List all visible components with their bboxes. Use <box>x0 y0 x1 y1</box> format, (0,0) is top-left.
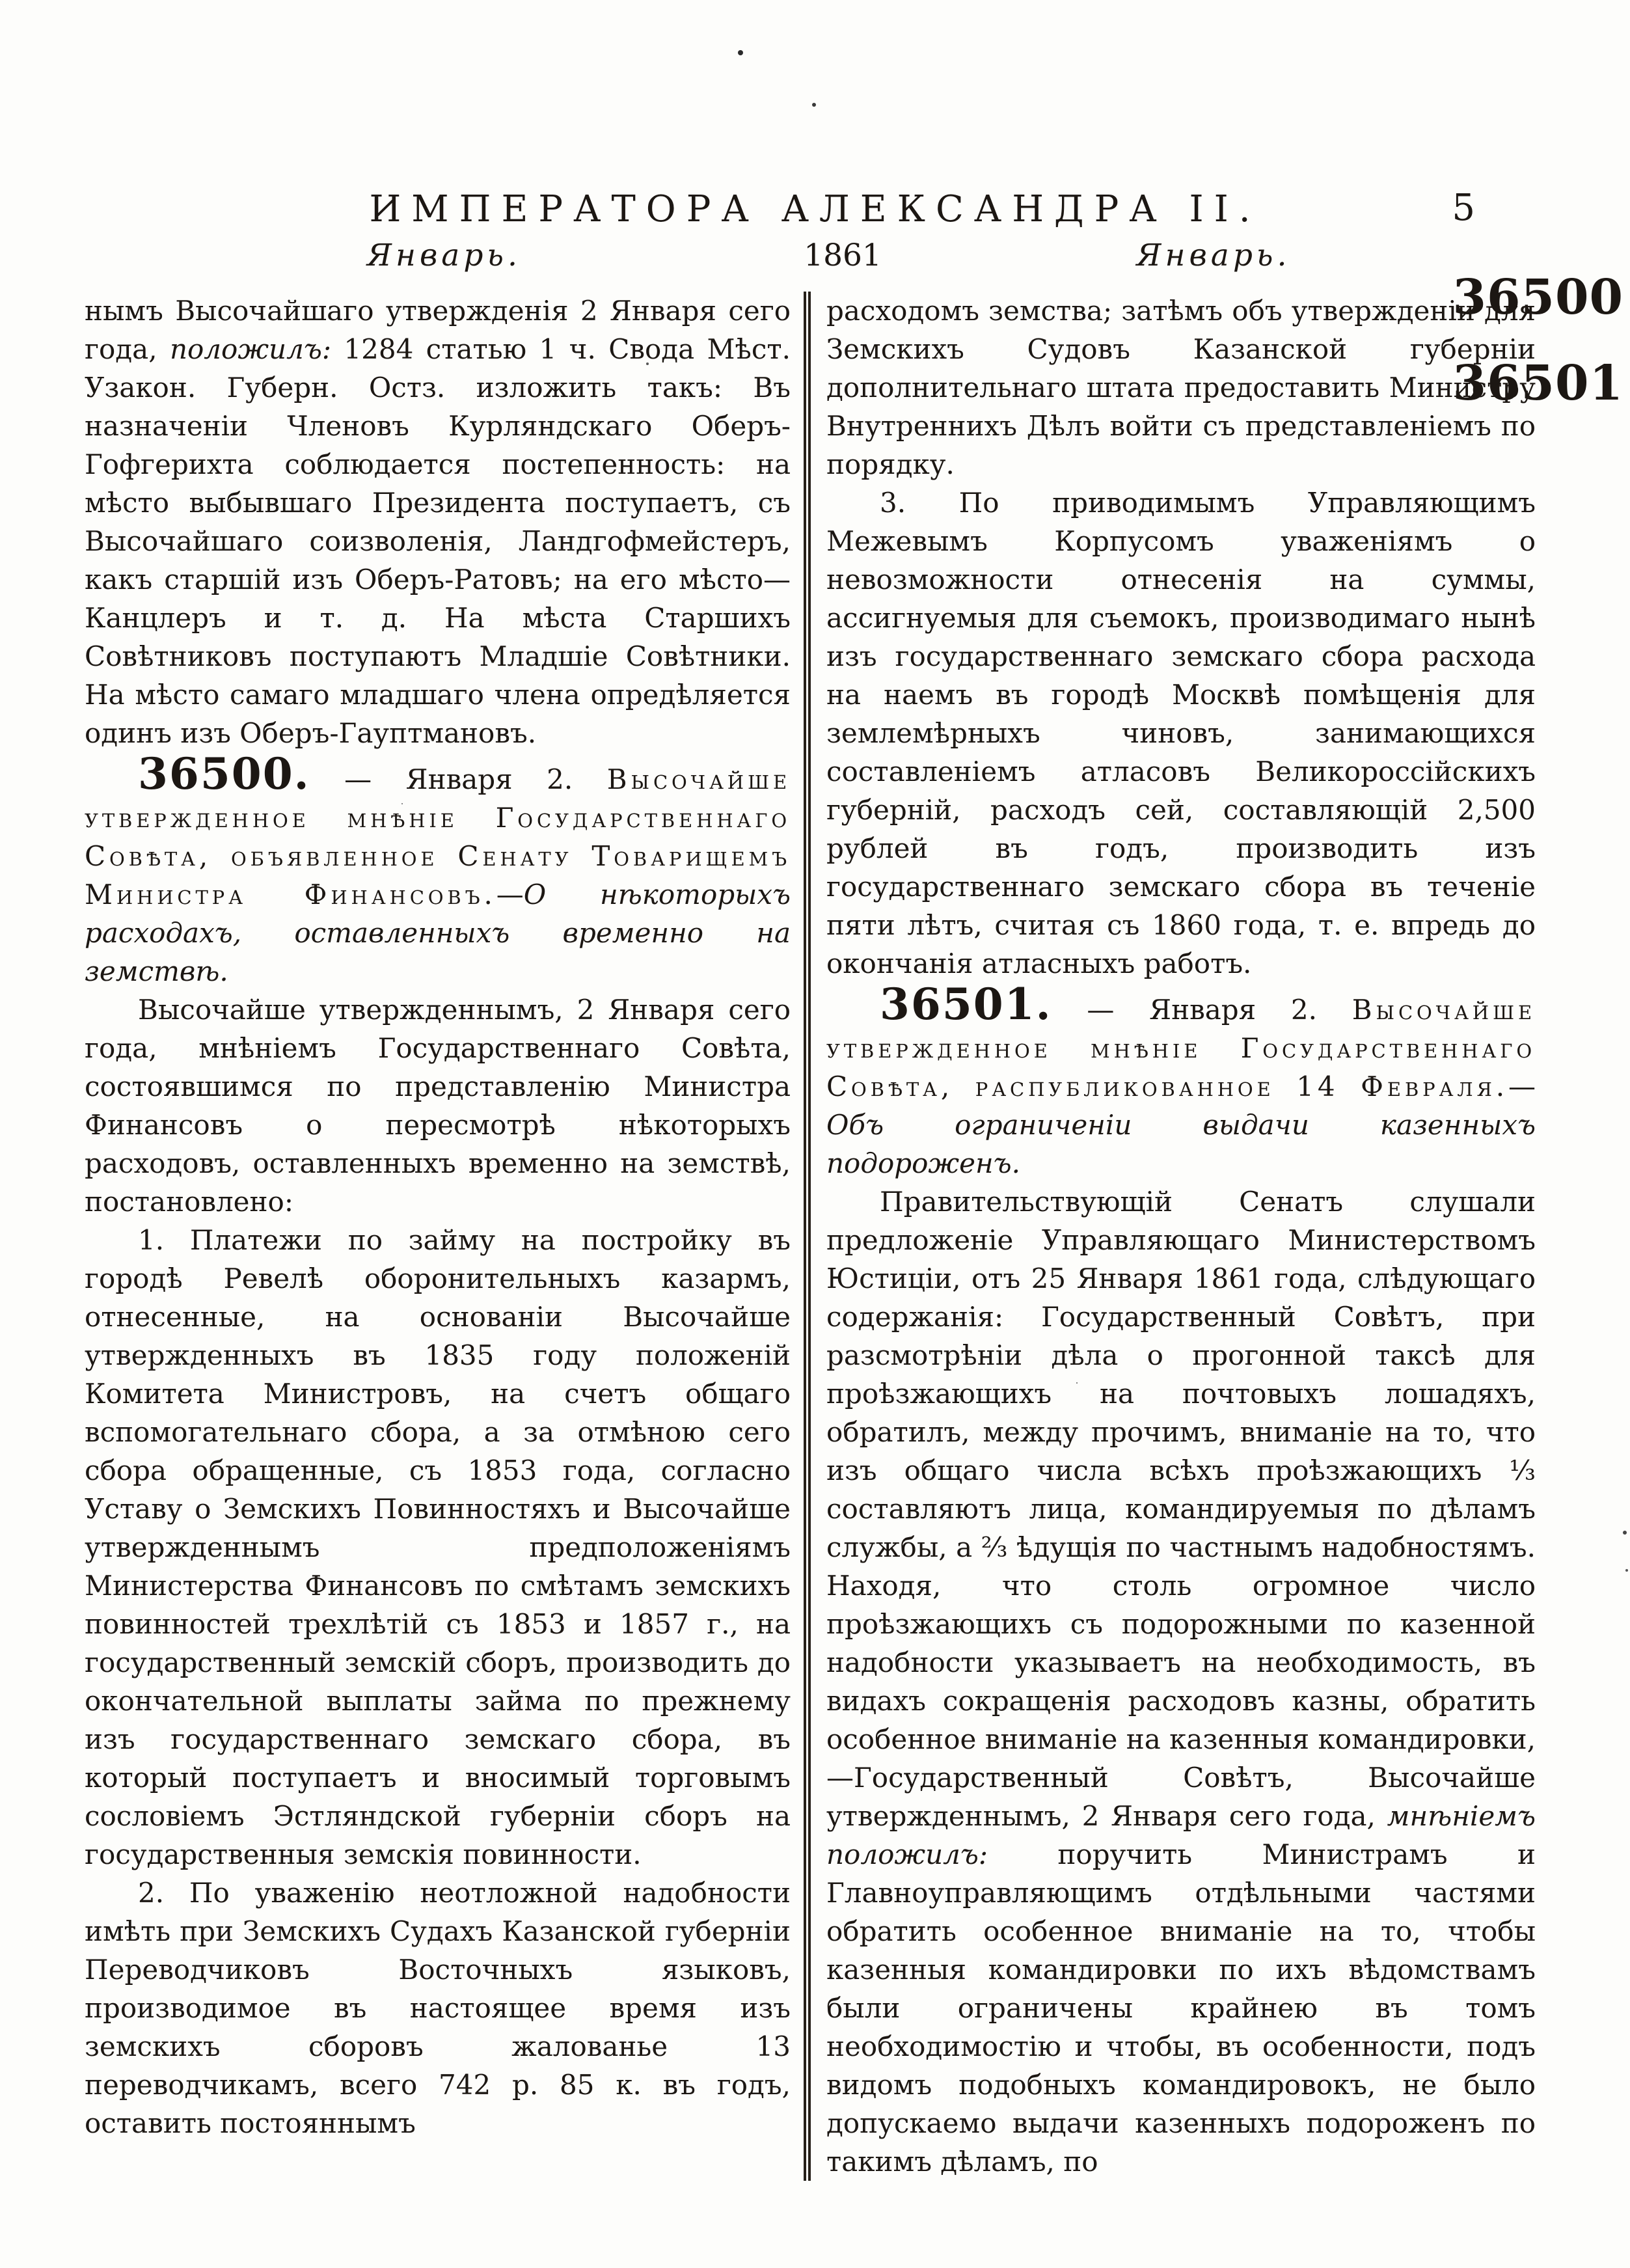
text-segment: расходомъ земства; затѣмъ объ утвержденіи для Земскихъ Судовъ Казанской губерніи дополнительнаго штата предоставить Министру Внутреннихъ Дѣлъ войти съ представленіемъ по порядку. <box>826 295 1536 480</box>
text-segment: мнѣніемъ положилъ: <box>826 1800 1536 1870</box>
paragraph <box>826 292 1536 484</box>
margin-law-number-36500: 36500 <box>1452 269 1623 325</box>
text-segment: Высочайше утвержденное мнѣніе Государственнаго Совѣта, объявленное Сенату Товарищемъ Министра Финансовъ. <box>85 763 791 910</box>
text-segment: поручить Министрамъ и Главноуправляющимъ отдѣльными частями обратить особенное вниманіе на то, чтобы казенныя командировки по ихъ вѣдомствамъ были ограничены крайнею въ томъ необходимостію и чтобы, въ особенности, подъ видомъ подобныхъ командировокъ, не было допускаемо выдачи казенныхъ подороженъ по такимъ дѣламъ, по <box>826 1838 1536 2178</box>
paragraph <box>826 979 1536 1182</box>
paragraph <box>826 1182 1536 2181</box>
paragraph <box>85 748 791 991</box>
paragraph <box>826 484 1536 983</box>
text-segment: — <box>1508 1071 1536 1102</box>
running-head-month-right: Январь. <box>1136 238 1291 273</box>
law-number-inline: 36501. <box>880 979 1052 1030</box>
paragraph <box>85 1874 791 2142</box>
text-segment: — <box>496 879 524 910</box>
column-divider-rule <box>804 292 811 2181</box>
running-head-month-left: Январь. <box>367 238 521 273</box>
running-head-year: 1861 <box>804 238 882 273</box>
text-segment: нымъ Высочайшаго утвержденія 2 Января сего года, <box>85 295 791 365</box>
paragraph <box>85 991 791 1221</box>
column-left <box>85 292 804 2181</box>
text-segment: Высочайше утвержденнымъ, 2 Января сего года, мнѣніемъ Государственнаго Совѣта, состоявшимся по представленію Министра Финансовъ о пересмотрѣ нѣкоторыхъ расходовъ, оставленныхъ временно на земствѣ, постановлено: <box>85 994 791 1218</box>
page-number: 5 <box>1452 187 1475 229</box>
text-segment: 1284 статью 1 ч. Свода Мѣст. Узакон. Губерн. Остз. изложить такъ: Въ назначеніи Членовъ Курляндскаго Оберъ-Гофгерихта соблюдается постепенность: на мѣсто выбывшаго Президента поступаетъ, съ Высочайшаго соизволенія, Ландгофмейстеръ, какъ старшій изъ Оберъ-Ратовъ; на его мѣсто—Канцлеръ и т. д. На мѣста Старшихъ Совѣтниковъ поступаютъ Младшіе Совѣтники. На мѣсто самаго младшаго члена опредѣляется одинъ изъ Оберъ-Гауптмановъ. <box>85 333 791 749</box>
scan-noise-specks <box>0 0 4 4</box>
law-number-inline: 36500. <box>138 748 310 799</box>
text-segment: О нѣкоторыхъ расходахъ, оставленныхъ временно на земствѣ. <box>85 879 791 987</box>
margin-law-number-36501: 36501 <box>1452 355 1623 411</box>
text-segment: 2. По уваженію неотложной надобности имѣть при Земскихъ Судахъ Казанской губерніи Переводчиковъ Восточныхъ языковъ, производимое въ настоящее время изъ земскихъ сборовъ жалованье 13 переводчикамъ, всего 742 р. 85 к. въ годъ, оставить постояннымъ <box>85 1877 791 2139</box>
paragraph <box>85 1221 791 1874</box>
text-segment: — Января 2. <box>310 763 607 795</box>
text-segment: Объ ограниченіи выдачи казенныхъ подороженъ. <box>826 1109 1536 1179</box>
paragraph <box>85 292 791 752</box>
text-segment: Высочайше утвержденное мнѣніе Государственнаго Совѣта, распубликованное 14 Февраля. <box>826 994 1536 1102</box>
text-segment: 3. По приводимымъ Управляющимъ Межевымъ Корпусомъ уваженіямъ о невозможности отнесенія на суммы, ассигнуемыя для съемокъ, производимаго нынѣ изъ государственнаго земскаго сбора расхода на наемъ въ городѣ Москвѣ помѣщенія для землемѣрныхъ чиновъ, занимающихся составленіемъ атласовъ Великороссійскихъ губерній, расходъ сей, составляющій 2,500 рублей въ годъ, производить изъ государственнаго земскаго сбора въ теченіе пяти лѣтъ, считая съ 1860 года, т. е. впредь до окончанія атласныхъ работъ. <box>826 487 1536 979</box>
text-columns <box>0 292 1630 2181</box>
page-header <box>0 0 1630 275</box>
text-segment: — Января 2. <box>1052 994 1352 1026</box>
page-title: ИМПЕРАТОРА АЛЕКСАНДРА II. <box>369 188 1261 230</box>
text-segment: положилъ: <box>169 333 331 365</box>
text-segment: Правительствующій Сенатъ слушали предложеніе Управляющаго Министерствомъ Юстиціи, отъ 25 Января 1861 года, слѣдующаго содержанія: Государственный Совѣтъ, при разсмотрѣніи дѣла о прогонной таксѣ для проѣзжающихъ на почтовыхъ лошадяхъ, обратилъ, между прочимъ, вниманіе на то, что изъ общаго числа всѣхъ проѣзжающихъ ⅓ составляютъ лица, командируемыя по дѣламъ службы, а ⅔ ѣдущія по частнымъ надобностямъ. Находя, что столь огромное число проѣзжающихъ съ подорожными по казенной надобности указываетъ на необходимость, въ видахъ сокращенія расходовъ казны, обратить особенное вниманіе на казенныя командировки,—Государственный Совѣтъ, Высочайше утвержденнымъ, 2 Января сего года, <box>826 1186 1536 1832</box>
column-right <box>811 292 1536 2181</box>
running-heads <box>0 237 1630 275</box>
text-segment: 1. Платежи по займу на постройку въ городѣ Ревелѣ оборонительныхъ казармъ, отнесенные, на основаніи Высочайше утвержденныхъ въ 1835 году положеній Комитета Министровъ, на счетъ общаго вспомогательнаго сбора, а за отмѣною сего сбора обращенные, съ 1853 года, согласно Уставу о Земскихъ Повинностяхъ и Высочайше утвержденнымъ предположеніямъ Министерства Финансовъ по смѣтамъ земскихъ повинностей трехлѣтій съ 1853 и 1857 г., на государственный земскій сборъ, производить до окончательной выплаты займа по прежнему изъ государственнаго земскаго сбора, въ который поступаетъ и вносимый торговымъ сословіемъ Эстляндской губерніи сборъ на государственныя земскія повинности. <box>85 1224 791 1870</box>
